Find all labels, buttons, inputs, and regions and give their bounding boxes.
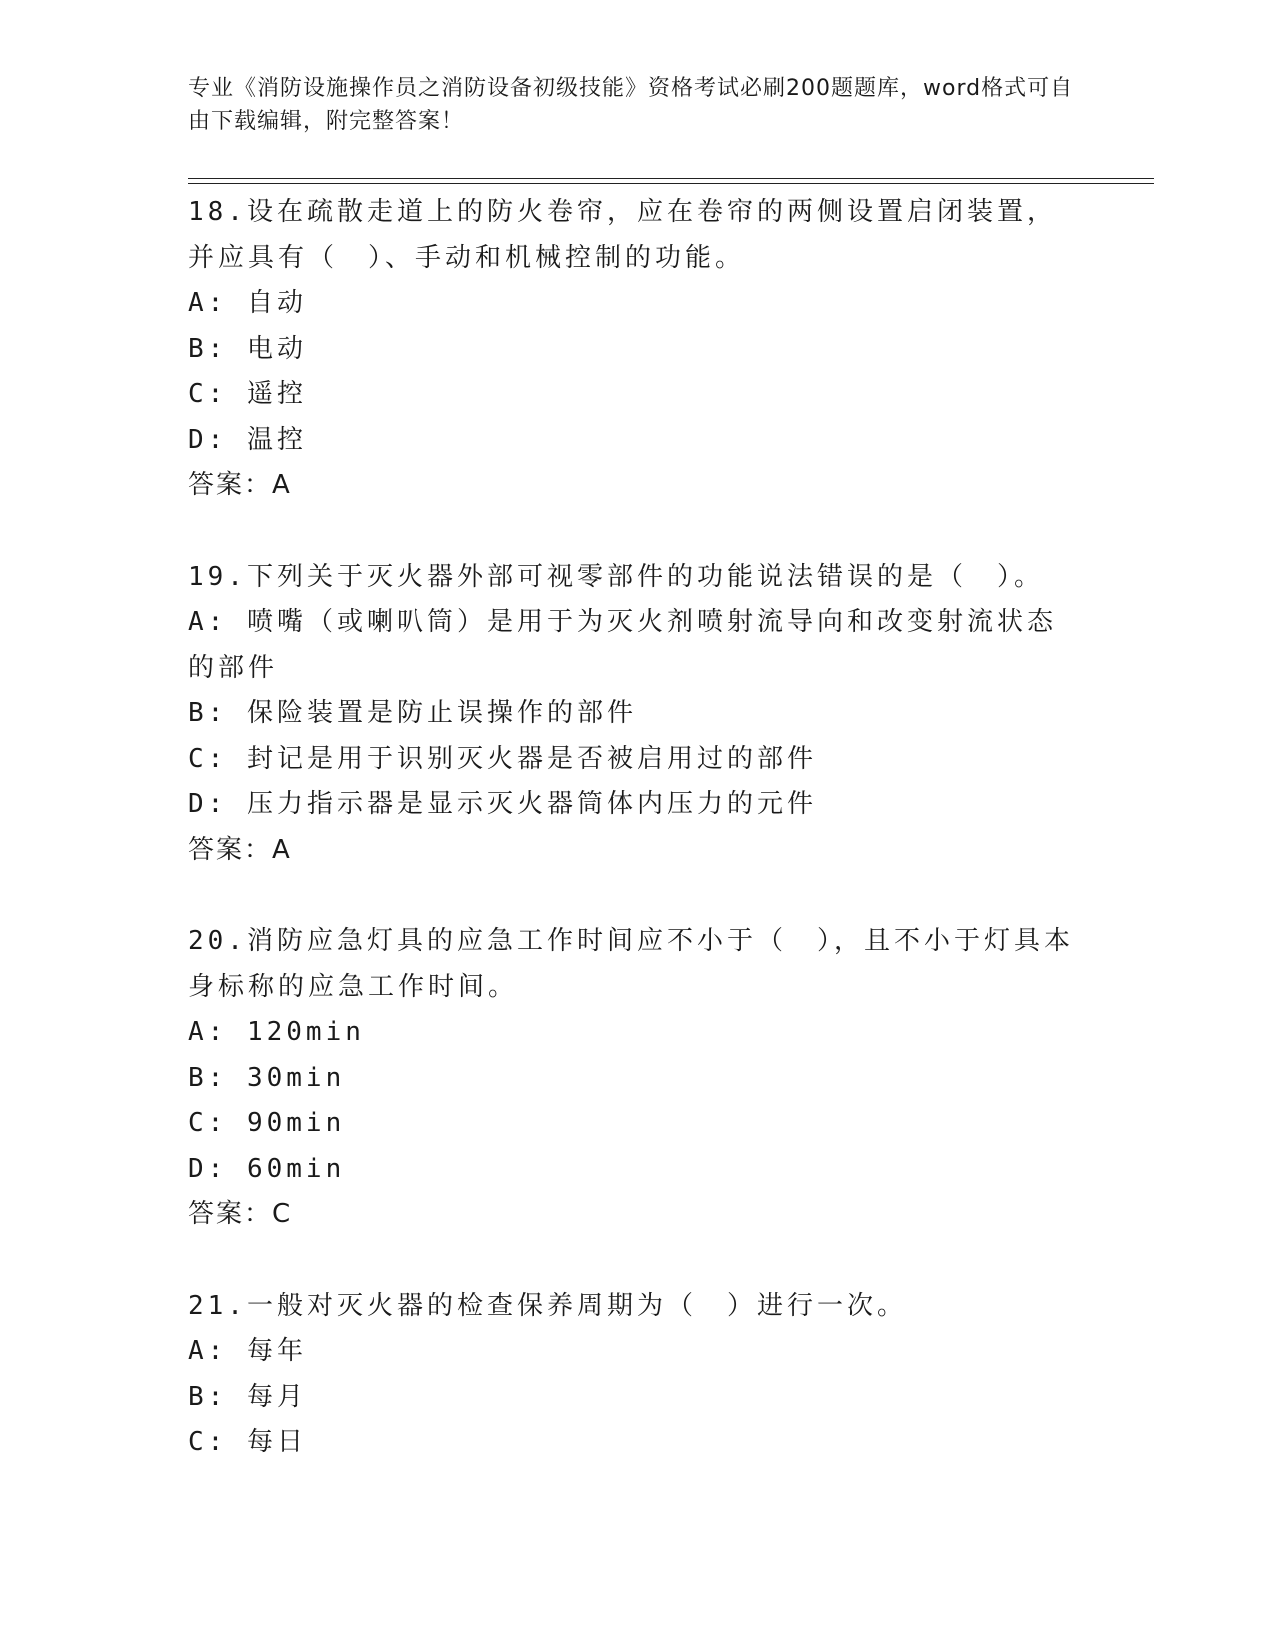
- option-a: A: 120min: [188, 1017, 365, 1047]
- answer-line: 答案：C: [188, 1199, 293, 1229]
- option-b: B: 电动: [188, 333, 307, 364]
- question-stem: 21.一般对灭火器的检查保养周期为（ ）进行一次。: [188, 1290, 907, 1321]
- header-divider-top: [188, 178, 1154, 179]
- question-20: [188, 919, 1088, 1238]
- option-c: C: 90min: [188, 1108, 346, 1138]
- document-header: 专业《消防设施操作员之消防设备初级技能》资格考试必刷200题题库，word格式可自由下载编辑，附完整答案！: [188, 76, 1074, 134]
- option-d: D: 60min: [188, 1153, 346, 1184]
- question-list: [188, 190, 1088, 1512]
- question-stem: 19.下列关于灭火器外部可视零部件的功能说法错误的是（ ）。: [188, 561, 1044, 592]
- question-stem: 18.设在疏散走道上的防火卷帘，应在卷帘的两侧设置启闭装置，并应具有（ ）、手动和机械控制的功能。: [188, 197, 1057, 273]
- question-stem: 20.消防应急灯具的应急工作时间应不小于（ ），且不小于灯具本身标称的应急工作时间。: [188, 926, 1074, 1002]
- option-a: A: 每年: [188, 1336, 307, 1366]
- question-21: [188, 1284, 1088, 1466]
- option-d: D: 温控: [188, 424, 307, 455]
- option-b: B: 30min: [188, 1062, 346, 1093]
- answer-line: 答案：A: [188, 834, 292, 865]
- option-c: C: 封记是用于识别灭火器是否被启用过的部件: [188, 743, 817, 774]
- option-d: D: 压力指示器是显示灭火器筒体内压力的元件: [188, 789, 817, 819]
- answer-line: 答案：A: [188, 470, 292, 500]
- question-18: [188, 190, 1088, 509]
- option-b: B: 保险装置是防止误操作的部件: [188, 698, 637, 728]
- option-b: B: 每月: [188, 1381, 307, 1412]
- option-c: C: 每日: [188, 1427, 307, 1457]
- header-divider-bottom: [188, 183, 1154, 184]
- option-a: A: 自动: [188, 288, 307, 318]
- option-c: C: 遥控: [188, 379, 307, 409]
- option-a: A: 喷嘴（或喇叭筒）是用于为灭火剂喷射流导向和改变射流状态的部件: [188, 607, 1057, 683]
- question-19: [188, 555, 1088, 874]
